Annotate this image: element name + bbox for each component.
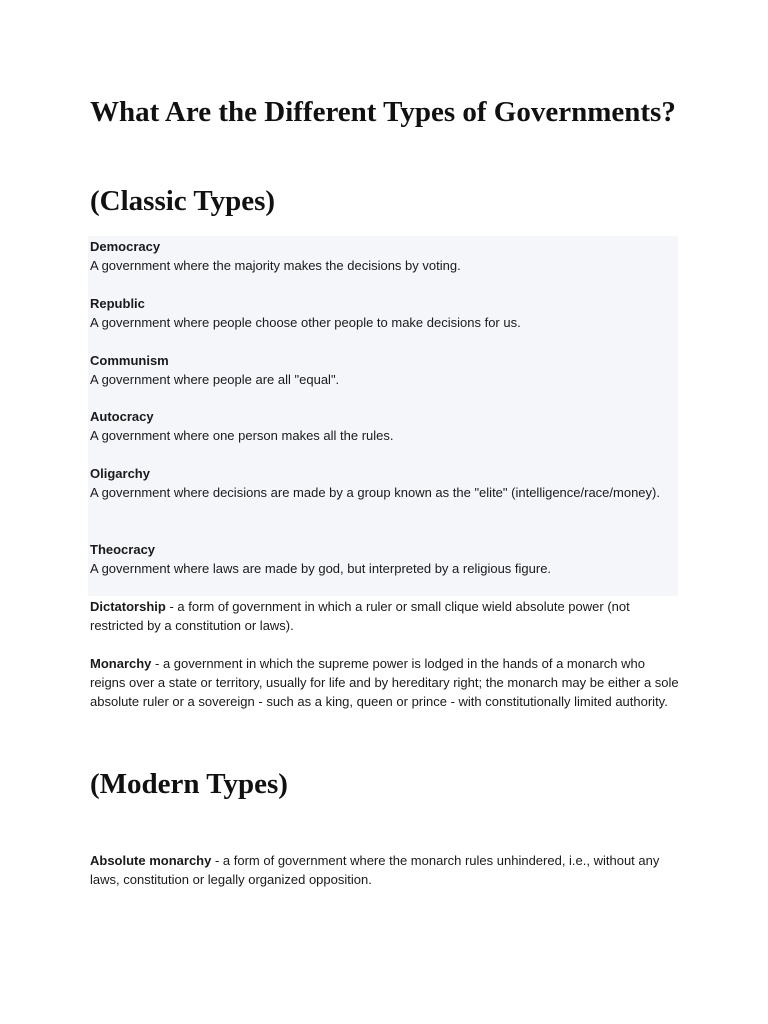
- definition-republic: [90, 294, 680, 332]
- term-label: Communism: [90, 353, 169, 368]
- term-definition: A government where one person makes all the rules.: [90, 428, 394, 443]
- term-definition: A government where decisions are made by a group known as the "elite" (intelligence/race/money).: [90, 485, 660, 500]
- term-label: Republic: [90, 296, 145, 311]
- term-definition: A government where people choose other people to make decisions for us.: [90, 315, 521, 330]
- term-definition: - a form of government in which a ruler or small clique wield absolute power (not restricted by a constitution or laws).: [90, 599, 630, 633]
- term-definition: A government where laws are made by god, but interpreted by a religious figure.: [90, 561, 552, 576]
- paragraph-monarchy: [90, 654, 680, 711]
- paragraph-dictatorship: [90, 597, 680, 635]
- term-definition: A government where the majority makes the decisions by voting.: [90, 258, 461, 273]
- definition-theocracy: [90, 540, 680, 578]
- paragraph-absolute-monarchy: [90, 851, 680, 889]
- term-label: Autocracy: [90, 409, 154, 424]
- classic-types-heading: (Classic Types): [90, 185, 276, 217]
- definition-democracy: [90, 237, 680, 275]
- modern-types-heading: (Modern Types): [90, 768, 288, 800]
- term-label: Democracy: [90, 239, 161, 254]
- term-definition: A government where people are all "equal".: [90, 372, 340, 387]
- definition-autocracy: [90, 407, 680, 445]
- page-title: What Are the Different Types of Governments?: [90, 96, 676, 128]
- term-definition: - a government in which the supreme power is lodged in the hands of a monarch who reigns over a state or territory, usually for life and by hereditary right; the monarch may be either a sole absolute ruler or a sovereign - such as a king, queen or prince - with constitutionally limited authority.: [90, 656, 679, 709]
- definition-communism: [90, 351, 680, 389]
- term-definition: - a form of government where the monarch rules unhindered, i.e., without any laws, constitution or legally organized opposition.: [90, 853, 660, 887]
- term-label: Dictatorship: [90, 599, 166, 614]
- term-label: Monarchy: [90, 656, 152, 671]
- term-label: Theocracy: [90, 542, 156, 557]
- definition-oligarchy: [90, 464, 680, 502]
- term-label: Oligarchy: [90, 466, 150, 481]
- term-label: Absolute monarchy: [90, 853, 212, 868]
